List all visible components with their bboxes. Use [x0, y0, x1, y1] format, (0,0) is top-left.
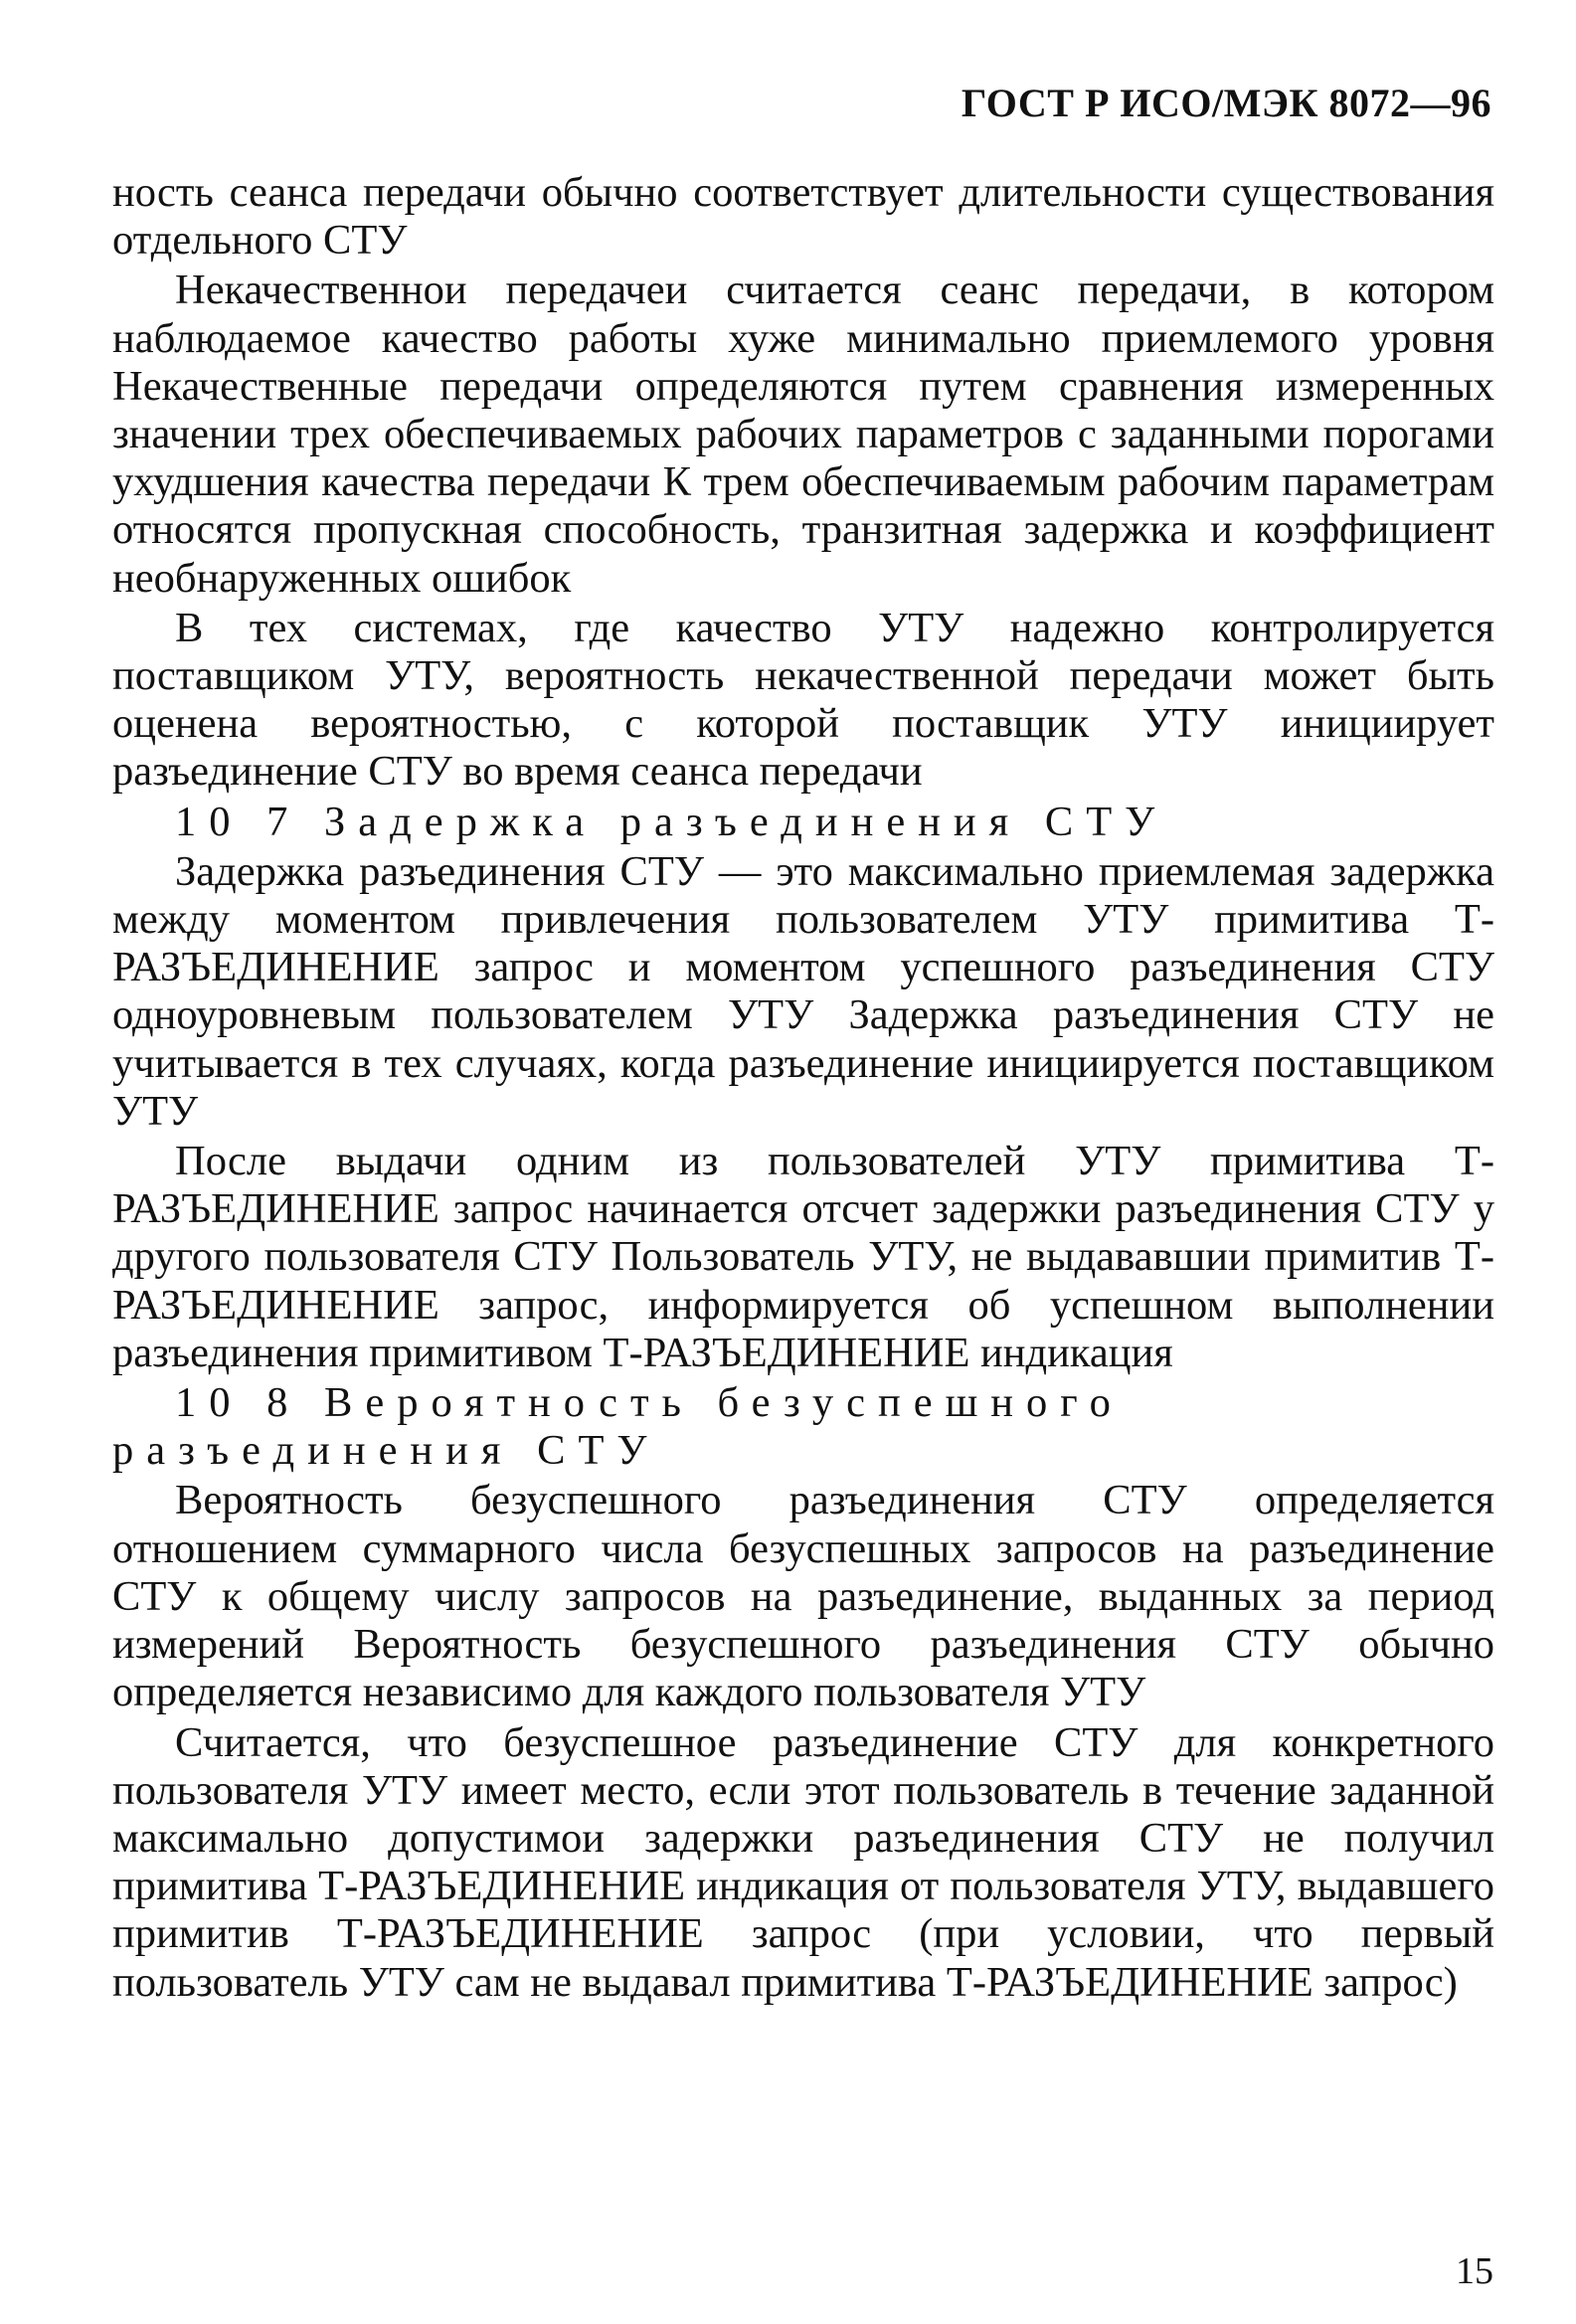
paragraph-release-failure-probability: Вероятность безуспешного разъединения СТУ определяется отношением суммарного числа безуспешных запросов на разъединение СТУ к общему числу запросов на разъединение, выданных за период измерений Вероятность безуспешного разъединения СТУ обычно определяется независимо для каждого пользователя УТУ	[112, 1477, 1494, 1716]
section-heading-10-7: 10 7 Задержка разъединения СТУ	[175, 798, 1168, 845]
paragraph-release-failure-condition: Считается, что безуспешное разъединение СТУ для конкретного пользователя УТУ имеет место, если этот пользователь в течение заданной максимально допустимои задержки разъединения СТУ не получил примитива Т-РАЗЪЕДИНЕНИЕ индикация от пользователя УТУ, выдавшего примитив Т-РАЗЪЕДИНЕНИЕ запрос (при условии, что первый пользователь УТУ сам не выдавал примитива Т-РАЗЪЕДИНЕНИЕ запрос)	[112, 1718, 1494, 2006]
page-number: 15	[1456, 2250, 1493, 2292]
running-header: ГОСТ Р ИСО/МЭК 8072—96	[961, 81, 1491, 125]
paragraph-release-delay: Задержка разъединения СТУ — это максимально приемлемая задержка между моментом привлечения пользователем УТУ примитива Т-РАЗЪЕДИНЕНИЕ запрос и моментом успешного разъединения СТУ одноуровневым пользователем УТУ Задержка разъединения СТУ не учитывается в тех случаях, когда разъединение инициируется поставщиком УТУ	[112, 847, 1494, 1135]
section-heading-10-8: 10 8 Вероятность безуспешного разъединения СТУ	[112, 1379, 1124, 1475]
body-text	[112, 169, 1494, 2007]
paragraph-poor-transfer: Некачественнои передачеи считается сеанс передачи, в котором наблюдаемое качество работы хуже минимально приемлемого уровня Некачественные передачи определяются путем сравнения измеренных значении трех обеспечиваемых рабочих параметров с заданными порогами ухудшения качества передачи К трем обеспечиваемым рабочим параметрам относятся пропускная способность, транзитная задержка и коэффициент необнаруженных ошибок	[112, 267, 1494, 602]
paragraph-provider-quality: В тех системах, где качество УТУ надежно контролируется поставщиком УТУ, вероятность некачественной передачи может быть оценена вероятностью, с которой поставщик УТУ инициирует разъединение СТУ во время сеанса передачи	[112, 604, 1494, 796]
paragraph-release-delay-start: После выдачи одним из пользователей УТУ примитива Т-РАЗЪЕДИНЕНИЕ запрос начинается отсчет задержки разъединения СТУ у другого пользователя СТУ Пользователь УТУ, не выдававшии примитив Т-РАЗЪЕДИНЕНИЕ запрос, информируется об успешном выполнении разъединения примитивом Т-РАЗЪЕДИНЕНИЕ индикация	[112, 1138, 1494, 1376]
paragraph-continuation: ность сеанса передачи обычно соответствует длительности существования отдельного СТУ	[112, 169, 1494, 265]
